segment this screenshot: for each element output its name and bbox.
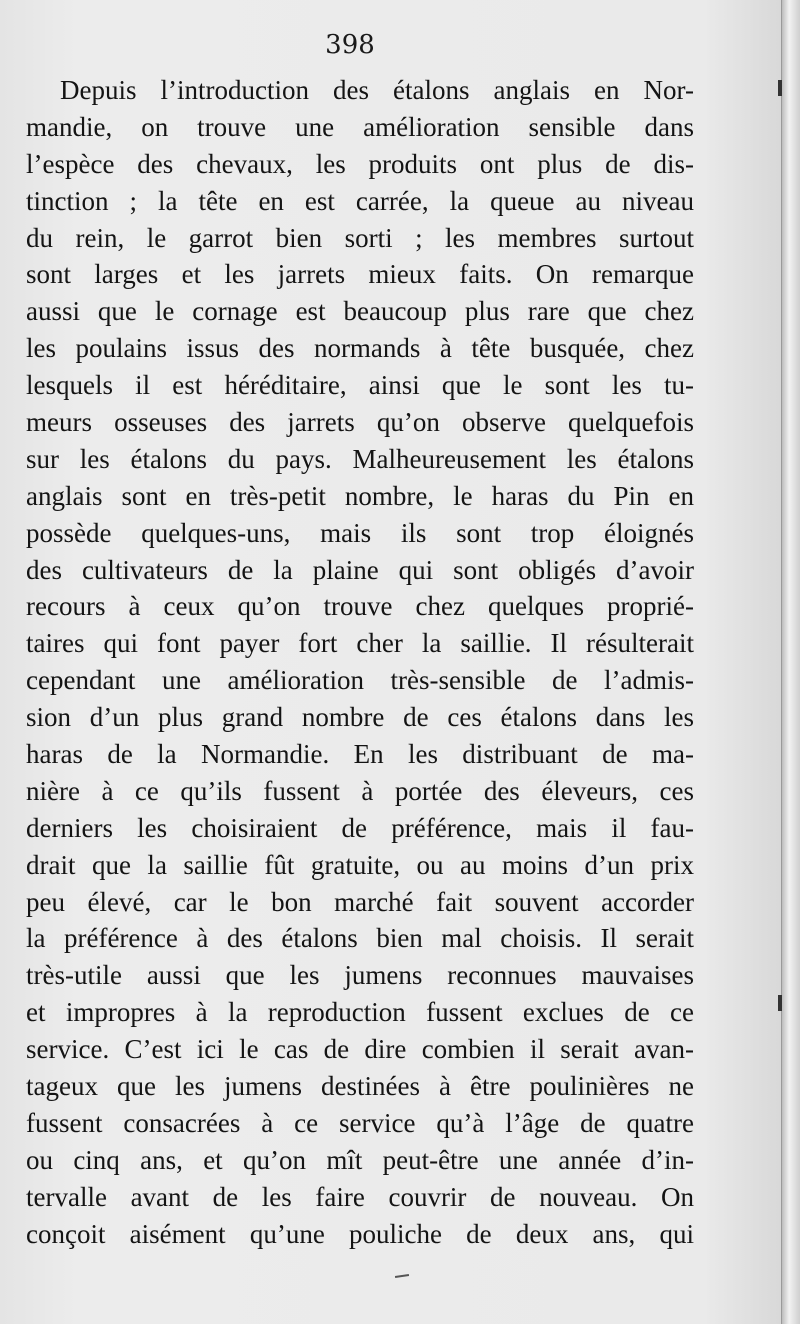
text-line: très-utile aussi que les jumens reconnues mauvaises <box>26 960 694 991</box>
text-line: anglais sont en très-petit nombre, le haras du Pin en <box>26 480 694 511</box>
text-line: taires qui font payer fort cher la saillie. Il résulterait <box>26 628 694 659</box>
text-line: ou cinq ans, et qu’on mît peut-être une année d’in- <box>26 1144 694 1175</box>
edge-speck <box>778 80 782 96</box>
text-line: sion d’un plus grand nombre de ces étalons dans les <box>26 702 694 733</box>
text-line: derniers les choisiraient de préférence, mais il fau- <box>26 812 694 843</box>
text-line: des cultivateurs de la plaine qui sont obligés d’avoir <box>26 554 694 585</box>
page-number: 398 <box>325 30 375 60</box>
text-line: sur les étalons du pays. Malheureusement les étalons <box>26 443 694 474</box>
text-line: sont larges et les jarrets mieux faits. On remarque <box>26 259 694 290</box>
text-line: haras de la Normandie. En les distribuant de ma- <box>26 739 694 770</box>
body-text <box>26 72 694 1253</box>
text-line: recours à ceux qu’on trouve chez quelques proprié- <box>26 591 694 622</box>
text-line: drait que la saillie fût gratuite, ou au moins d’un prix <box>26 849 694 880</box>
edge-speck <box>778 995 782 1011</box>
text-line: lesquels il est héréditaire, ainsi que le sont les tu- <box>26 370 694 401</box>
page-binding-edge <box>781 0 800 1324</box>
text-line: possède quelques-uns, mais ils sont trop éloignés <box>26 517 694 548</box>
text-line: aussi que le cornage est beaucoup plus rare que chez <box>26 296 694 327</box>
text-line: la préférence à des étalons bien mal choisis. Il serait <box>26 923 694 954</box>
text-line: l’espèce des chevaux, les produits ont plus de dis- <box>26 148 694 179</box>
text-line: du rein, le garrot bien sorti ; les membres surtout <box>26 222 694 253</box>
text-line: nière à ce qu’ils fussent à portée des éleveurs, ces <box>26 775 694 806</box>
text-line: fussent consacrées à ce service qu’à l’âge de quatre <box>26 1107 694 1138</box>
text-line: service. C’est ici le cas de dire combien il serait avan- <box>26 1034 694 1065</box>
text-line: meurs osseuses des jarrets qu’on observe quelquefois <box>26 407 694 438</box>
text-line: tinction ; la tête en est carrée, la queue au niveau <box>26 185 694 216</box>
text-line: les poulains issus des normands à tête busquée, chez <box>26 333 694 364</box>
text-line: et impropres à la reproduction fussent exclues de ce <box>26 997 694 1028</box>
text-line: peu élevé, car le bon marché fait souvent accorder <box>26 886 694 917</box>
text-line: Depuis l’introduction des étalons anglais en Nor- <box>60 75 694 105</box>
text-line: tageux que les jumens destinées à être poulinières ne <box>26 1071 694 1102</box>
text-line: cependant une amélioration très-sensible de l’admis- <box>26 665 694 696</box>
printer-mark <box>395 1274 409 1278</box>
text-line: tervalle avant de les faire couvrir de nouveau. On <box>26 1181 694 1212</box>
text-line: mandie, on trouve une amélioration sensible dans <box>26 111 694 142</box>
text-line: conçoit aisément qu’une pouliche de deux ans, qui <box>26 1218 694 1249</box>
